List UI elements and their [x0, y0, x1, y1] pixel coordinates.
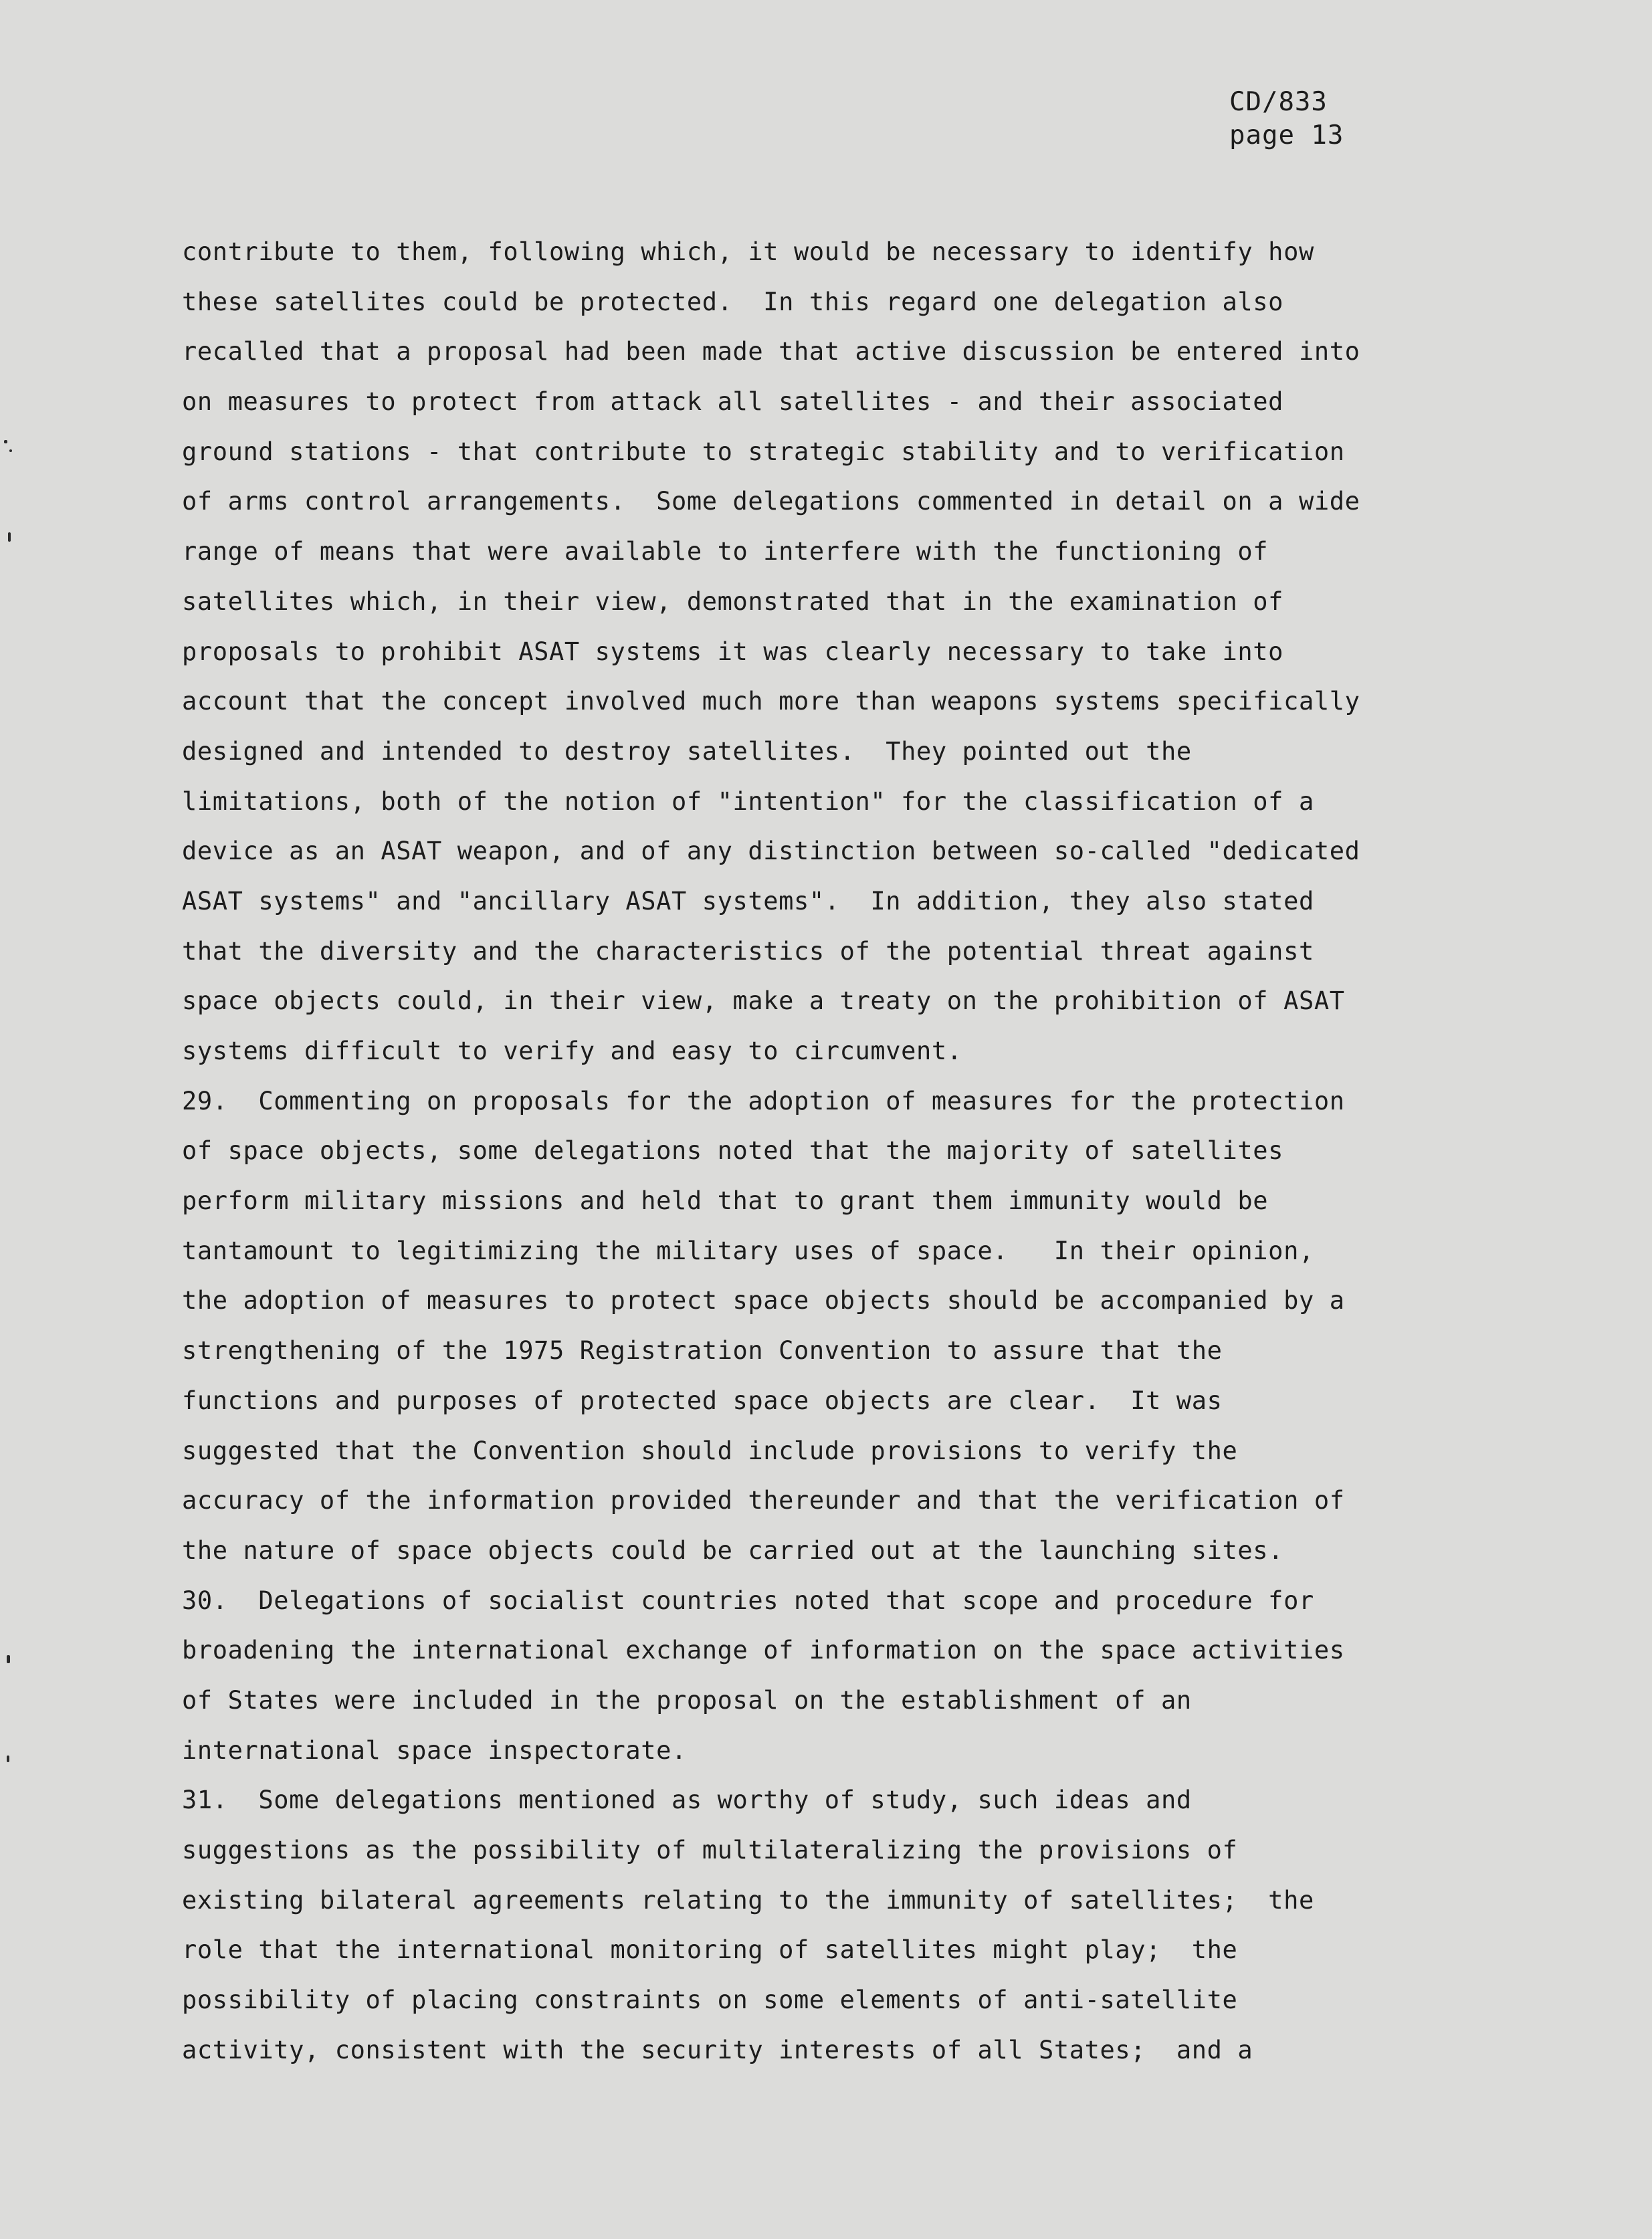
text-line: of States were included in the proposal on the establishment of an: [182, 1685, 1192, 1715]
text-line: of arms control arrangements. Some delegations commented in detail on a wide: [182, 487, 1360, 516]
text-line: satellites which, in their view, demonstrated that in the examination of: [182, 587, 1284, 616]
paragraph-31-start: 31. Some delegations mentioned as worthy of study, such ideas and: [182, 1786, 1192, 1815]
text-line: contribute to them, following which, it would be necessary to identify how: [182, 237, 1314, 266]
text-line: role that the international monitoring of satellites might play; the: [182, 1935, 1238, 1965]
scan-speck: [7, 1755, 9, 1762]
text-line: recalled that a proposal had been made that active discussion be entered into: [182, 337, 1360, 366]
scan-speck: [4, 440, 7, 443]
text-line: that the diversity and the characteristics of the potential threat against: [182, 936, 1314, 966]
text-line: the nature of space objects could be carried out at the launching sites.: [182, 1535, 1284, 1565]
scan-speck: [9, 449, 12, 452]
scan-speck: [7, 1655, 10, 1663]
text-line: space objects could, in their view, make a treaty on the prohibition of ASAT: [182, 986, 1345, 1016]
text-line: proposals to prohibit ASAT systems it was clearly necessary to take into: [182, 637, 1284, 666]
text-line: range of means that were available to interfere with the functioning of: [182, 537, 1269, 566]
text-line: existing bilateral agreements relating to the immunity of satellites; the: [182, 1885, 1314, 1915]
page-header: [1229, 86, 1344, 152]
text-line: the adoption of measures to protect space objects should be accompanied by a: [182, 1286, 1345, 1315]
text-line: broadening the international exchange of information on the space activities: [182, 1636, 1345, 1665]
text-line: on measures to protect from attack all satellites - and their associated: [182, 387, 1284, 417]
scan-speck: [8, 532, 11, 542]
page-number: page 13: [1229, 120, 1344, 150]
text-line: international space inspectorate.: [182, 1735, 687, 1765]
text-line: systems difficult to verify and easy to circumvent.: [182, 1037, 962, 1065]
paragraph-29-start: 29. Commenting on proposals for the adoption of measures for the protection: [182, 1086, 1345, 1115]
text-line: device as an ASAT weapon, and of any distinction between so-called "dedicated: [182, 837, 1360, 866]
text-line: perform military missions and held that to grant them immunity would be: [182, 1186, 1269, 1216]
text-line: limitations, both of the notion of "intention" for the classification of a: [182, 786, 1314, 816]
text-line: suggestions as the possibility of multilateralizing the provisions of: [182, 1836, 1238, 1864]
text-line: ASAT systems" and "ancillary ASAT systems". In addition, they also stated: [182, 886, 1314, 916]
text-line: these satellites could be protected. In this regard one delegation also: [182, 287, 1284, 316]
text-line: of space objects, some delegations noted that the majority of satellites: [182, 1136, 1284, 1166]
body-text: [182, 227, 1506, 2075]
text-line: tantamount to legitimizing the military uses of space. In their opinion,: [182, 1236, 1314, 1265]
text-line: account that the concept involved much more than weapons systems specifically: [182, 687, 1360, 716]
text-line: accuracy of the information provided thereunder and that the verification of: [182, 1486, 1345, 1515]
text-line: possibility of placing constraints on some elements of anti-satellite: [182, 1986, 1238, 2015]
document-symbol: CD/833: [1229, 87, 1328, 117]
text-line: suggested that the Convention should include provisions to verify the: [182, 1436, 1238, 1465]
text-line: designed and intended to destroy satellites. They pointed out the: [182, 736, 1192, 766]
paragraph-30-start: 30. Delegations of socialist countries noted that scope and procedure for: [182, 1586, 1314, 1615]
text-line: strengthening of the 1975 Registration Convention to assure that the: [182, 1336, 1223, 1366]
text-line: ground stations - that contribute to strategic stability and to verification: [182, 437, 1345, 466]
text-line: functions and purposes of protected space objects are clear. It was: [182, 1386, 1223, 1415]
text-line: activity, consistent with the security interests of all States; and a: [182, 2035, 1253, 2064]
